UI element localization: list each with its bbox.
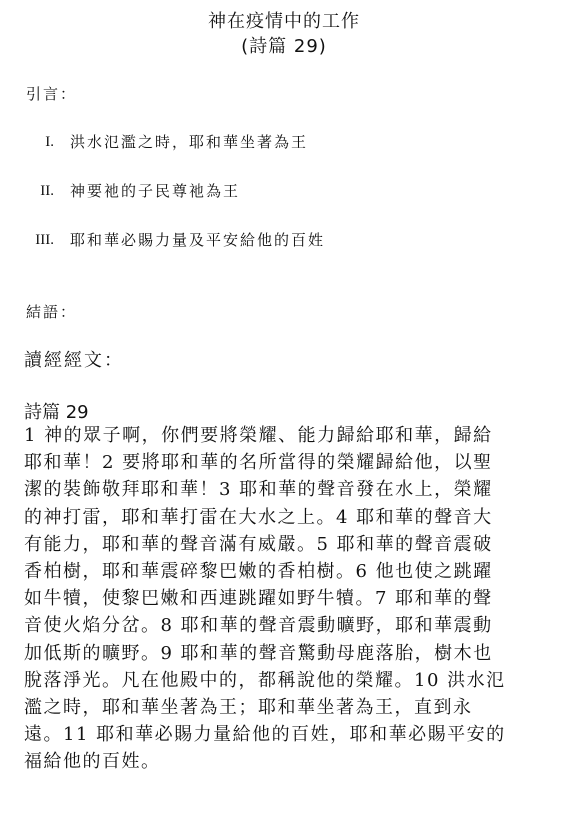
sermon-title: 神在疫情中的工作: [208, 11, 360, 32]
outline-numeral: III.: [35, 232, 54, 248]
outline-numeral: I.: [45, 134, 54, 150]
passage-text: 1 神的眾子啊，你們要將榮耀、能力歸給耶和華，歸給耶和華！2 要將耶和華的名所當得的榮耀歸給他，以聖潔的裝飾敬拜耶和華！3 耶和華的聲音發在水上，榮耀的神打雷，耶和華打雷在大水之上。4 耶和華的聲音大有能力，耶和華的聲音滿有威嚴。5 耶和華的聲音震破香柏樹，耶和華震碎黎巴嫩的香柏樹。6 他也使之跳躍如牛犢，使黎巴嫩和西連跳躍如野牛犢。7 耶和華的聲音使火焰分岔。8 耶和華的聲音震動曠野，耶和華震動加低斯的曠野。9 耶和華的聲音驚動母鹿落胎，樹木也脫落淨光。凡在他殿中的，都稱說他的榮耀。10 洪水氾濫之時，耶和華坐著為王；耶和華坐著為王，直到永遠。11 耶和華必賜力量給他的百姓，耶和華必賜平安的福給他的百姓。: [24, 425, 506, 773]
outline-text: 耶和華必賜力量及平安給他的百姓: [70, 231, 326, 249]
conclusion-label: 結語：: [26, 303, 78, 321]
reading-label: 讀經經文：: [24, 350, 124, 371]
sermon-subtitle: (詩篇 29): [241, 36, 327, 57]
intro-label: 引言：: [26, 85, 78, 103]
outline-text: 洪水氾濫之時，耶和華坐著為王: [70, 133, 309, 151]
outline-item: [0, 229, 568, 251]
outline-item: [0, 180, 568, 202]
outline-numeral: II.: [40, 183, 54, 199]
outline-item: [0, 131, 568, 153]
outline-text: 神要祂的子民尊祂為王: [70, 182, 241, 200]
passage-title: 詩篇 29: [24, 402, 89, 423]
